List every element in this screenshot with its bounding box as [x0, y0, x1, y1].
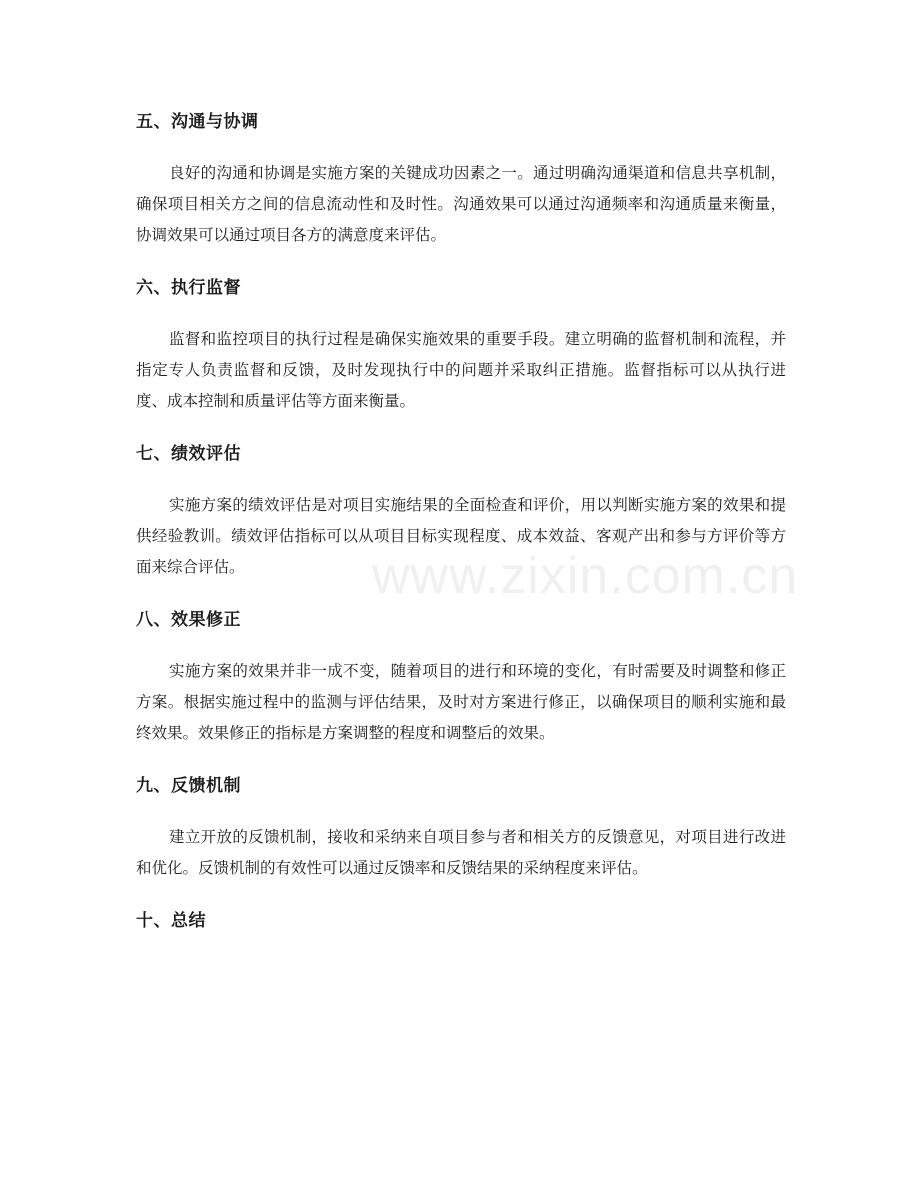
section-heading: 五、沟通与协调	[136, 112, 259, 132]
section-heading: 八、效果修正	[136, 610, 241, 630]
section-summary	[136, 905, 786, 937]
section-supervision	[136, 272, 786, 417]
section-heading: 六、执行监督	[136, 278, 241, 298]
section-body: 建立开放的反馈机制，接收和采纳来自项目参与者和相关方的反馈意见，对项目进行改进和优化。反馈机制的有效性可以通过反馈率和反馈结果的采纳程度来评估。	[136, 828, 786, 877]
section-body: 实施方案的绩效评估是对项目实施结果的全面检查和评价，用以判断实施方案的效果和提供经验教训。绩效评估指标可以从项目目标实现程度、成本效益、客观产出和参与方评价等方面来综合评估。	[136, 496, 786, 576]
section-heading: 七、绩效评估	[136, 444, 241, 464]
section-communication	[136, 106, 786, 251]
section-correction	[136, 604, 786, 749]
section-body: 良好的沟通和协调是实施方案的关键成功因素之一。通过明确沟通渠道和信息共享机制，确保项目相关方之间的信息流动性和及时性。沟通效果可以通过沟通频率和沟通质量来衡量，协调效果可以通过项目各方的满意度来评估。	[136, 164, 786, 244]
section-performance	[136, 438, 786, 583]
section-feedback	[136, 770, 786, 884]
document-content	[136, 106, 786, 958]
watermark: www.zixin.com.cn	[372, 547, 799, 605]
section-body: 监督和监控项目的执行过程是确保实施效果的重要手段。建立明确的监督机制和流程，并指定专人负责监督和反馈，及时发现执行中的问题并采取纠正措施。监督指标可以从执行进度、成本控制和质量评估等方面来衡量。	[136, 330, 786, 410]
section-body: 实施方案的效果并非一成不变，随着项目的进行和环境的变化，有时需要及时调整和修正方案。根据实施过程中的监测与评估结果，及时对方案进行修正，以确保项目的顺利实施和最终效果。效果修正的指标是方案调整的程度和调整后的效果。	[136, 662, 786, 742]
section-heading: 九、反馈机制	[136, 776, 241, 796]
section-heading: 十、总结	[136, 911, 206, 931]
